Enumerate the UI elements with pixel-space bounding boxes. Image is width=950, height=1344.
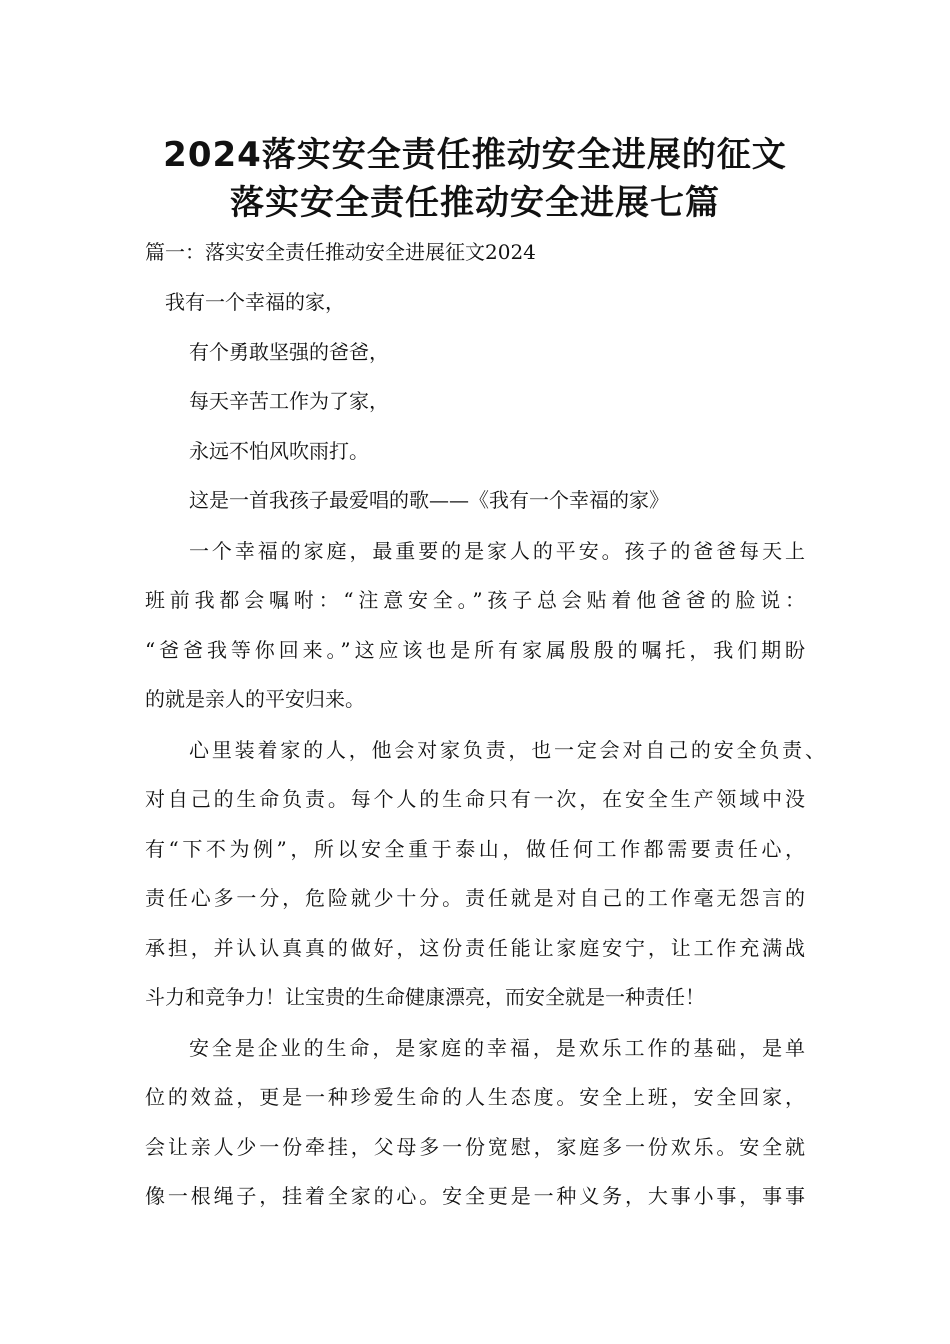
- section-heading: 篇一：落实安全责任推动安全进展征文2024: [145, 240, 536, 264]
- paragraph-line: 责任心多一分，危险就少十分。责任就是对自己的工作毫无怨言的: [145, 886, 805, 910]
- poem-line: 有个勇敢坚强的爸爸，: [189, 340, 389, 364]
- paragraph-line: 一个幸福的家庭，最重要的是家人的平安。孩子的爸爸每天上: [189, 539, 805, 563]
- paragraph-line: 心里装着家的人，他会对家负责，也一定会对自己的安全负责、: [189, 738, 825, 762]
- document-title-line-2: 落实安全责任推动安全进展七篇: [230, 183, 720, 223]
- paragraph-line: 班前我都会嘱咐：“注意安全。”孩子总会贴着他爸爸的脸说：: [145, 588, 805, 612]
- poem-line: 永远不怕风吹雨打。: [189, 439, 369, 463]
- paragraph-line: 位的效益，更是一种珍爱生命的人生态度。安全上班，安全回家，: [145, 1085, 805, 1109]
- paragraph-line: 对自己的生命负责。每个人的生命只有一次，在安全生产领域中没: [145, 787, 805, 811]
- poem-line: 这是一首我孩子最爱唱的歌——《我有一个幸福的家》: [189, 488, 669, 512]
- paragraph-line: 承担，并认认真真的做好，这份责任能让家庭安宁，让工作充满战: [145, 936, 805, 960]
- paragraph-line: 会让亲人少一份牵挂，父母多一份宽慰，家庭多一份欢乐。安全就: [145, 1135, 805, 1159]
- paragraph-line: 安全是企业的生命，是家庭的幸福，是欢乐工作的基础，是单: [189, 1036, 805, 1060]
- document-title-line-1: 2024落实安全责任推动安全进展的征文: [163, 135, 787, 175]
- paragraph-line: 斗力和竞争力！让宝贵的生命健康漂亮，而安全就是一种责任！: [145, 985, 705, 1009]
- paragraph-line: 的就是亲人的平安归来。: [145, 687, 365, 711]
- paragraph-line: 像一根绳子，挂着全家的心。安全更是一种义务，大事小事，事事: [145, 1184, 805, 1208]
- poem-line: 我有一个幸福的家，: [165, 290, 345, 314]
- paragraph-line: 有“下不为例”，所以安全重于泰山，做任何工作都需要责任心，: [145, 837, 805, 861]
- paragraph-line: “爸爸我等你回来。”这应该也是所有家属殷殷的嘱托，我们期盼: [145, 638, 805, 662]
- poem-line: 每天辛苦工作为了家，: [189, 389, 389, 413]
